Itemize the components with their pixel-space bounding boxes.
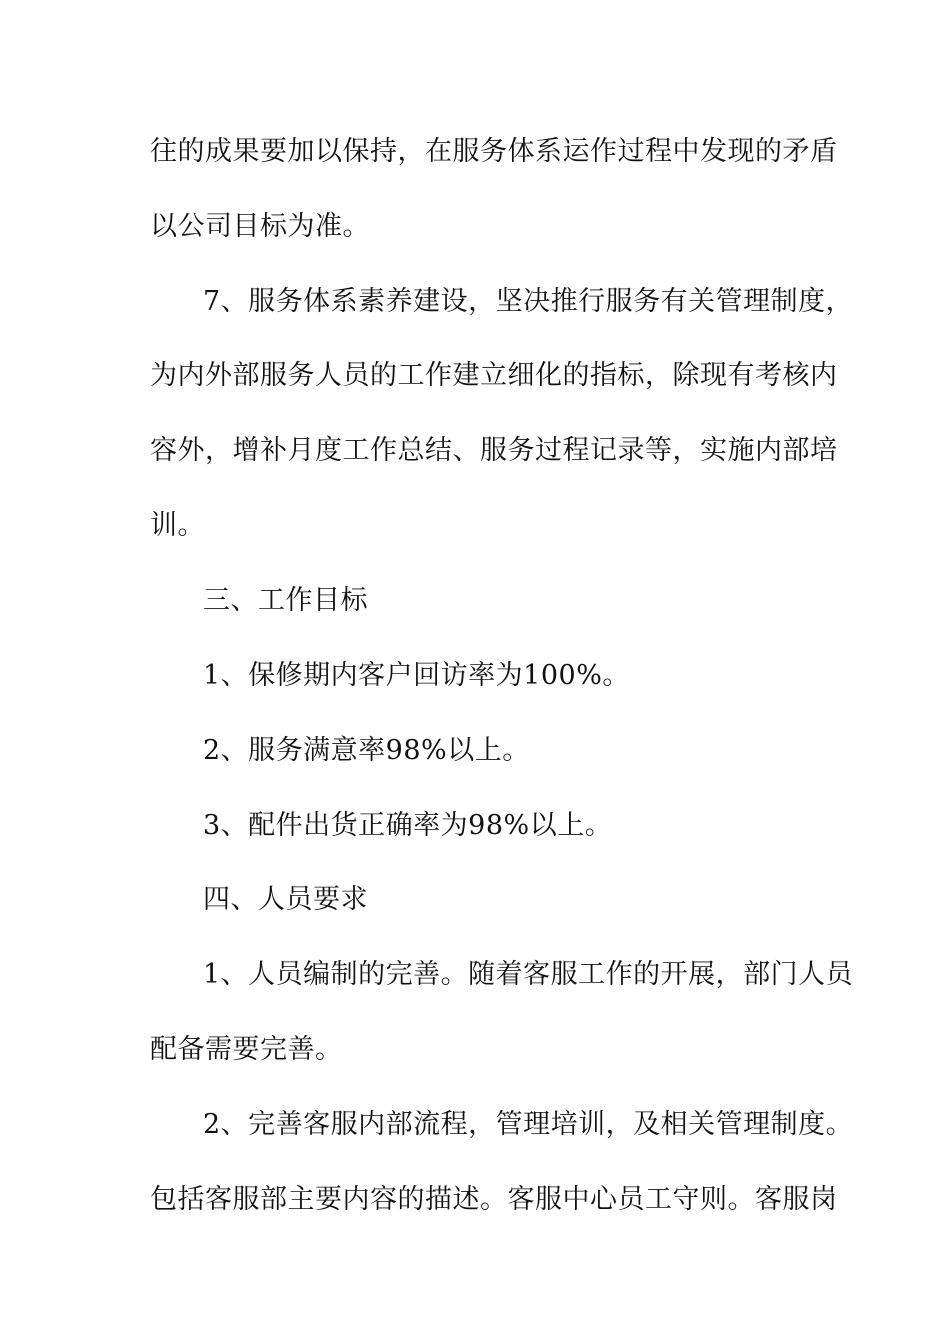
paragraph-line: 7、服务体系素养建设，坚决推行服务有关管理制度， xyxy=(203,286,854,317)
paragraph-line: 往的成果要加以保持，在服务体系运作过程中发现的矛盾 xyxy=(150,136,838,167)
paragraph-line: 包括客服部主要内容的描述。客服中心员工守则。客服岗 xyxy=(150,1184,838,1215)
list-item: 1、保修期内客户回访率为100%。 xyxy=(203,660,630,691)
paragraph-line: 为内外部服务人员的工作建立细化的指标，除现有考核内 xyxy=(150,360,838,391)
paragraph-line: 配备需要完善。 xyxy=(150,1034,343,1065)
paragraph-line: 1、人员编制的完善。随着客服工作的开展，部门人员 xyxy=(203,959,854,990)
paragraph-line: 以公司目标为准。 xyxy=(150,211,370,242)
section-heading: 四、人员要求 xyxy=(203,884,368,915)
list-item: 3、配件出货正确率为98%以上。 xyxy=(203,810,613,841)
list-item: 2、服务满意率98%以上。 xyxy=(203,735,530,766)
paragraph-line: 2、完善客服内部流程，管理培训，及相关管理制度。 xyxy=(203,1109,854,1140)
paragraph-line: 训。 xyxy=(150,510,205,541)
paragraph-line: 容外，增补月度工作总结、服务过程记录等，实施内部培 xyxy=(150,435,838,466)
section-heading: 三、工作目标 xyxy=(203,585,368,616)
